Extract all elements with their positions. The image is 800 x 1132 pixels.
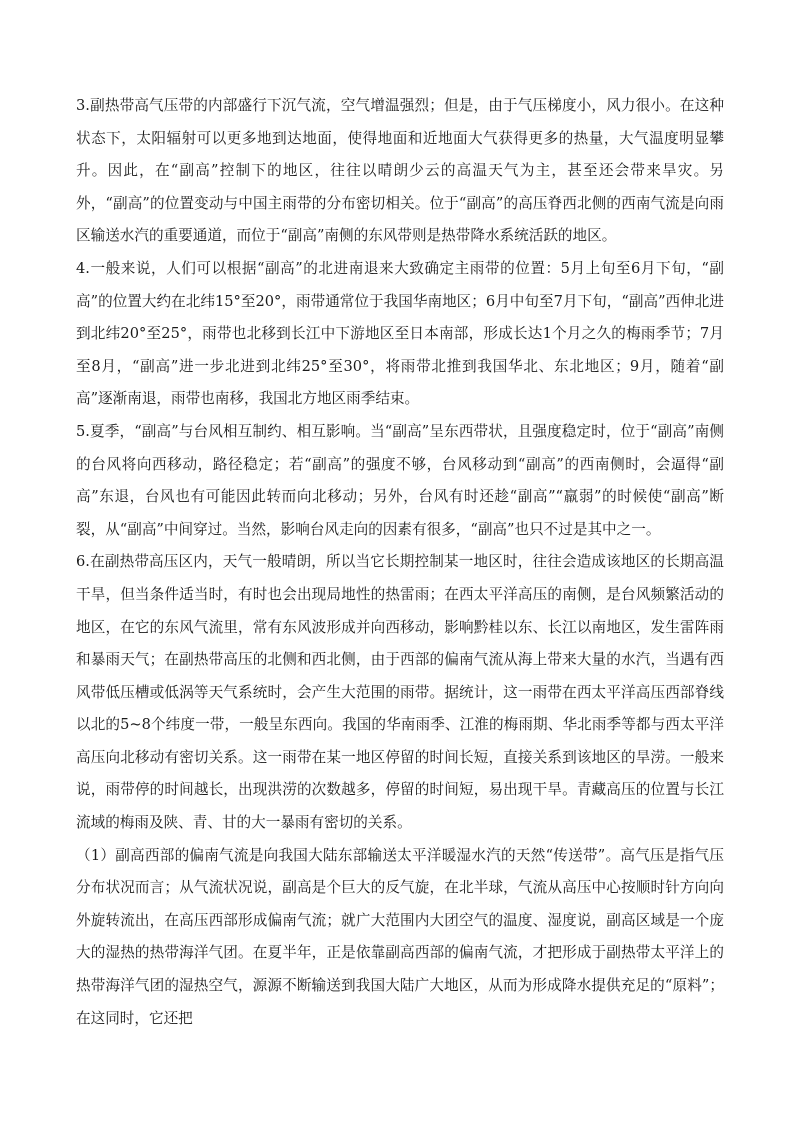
document-body [76,90,724,1035]
paragraph-3: 3.副热带高气压带的内部盛行下沉气流，空气增温强烈；但是，由于气压梯度小，风力很小。在这种状态下，太阳辐射可以更多地到达地面，使得地面和近地面大气获得更多的热量，大气温度明显攀升。因此，在“副高”控制下的地区，往往以晴朗少云的高温天气为主，甚至还会带来旱灾。另外，“副高”的位置变动与中国主雨带的分布密切相关。位于“副高”的高压脊西北侧的西南气流是向雨区输送水汽的重要通道，而位于“副高”南侧的东风带则是热带降水系统活跃的地区。 [76,97,724,245]
paragraph-6: 6.在副热带高压区内，天气一般晴朗，所以当它长期控制某一地区时，往往会造成该地区的长期高温干旱，但当条件适当时，有时也会出现局地性的热雷雨；在西太平洋高压的南侧，是台风频繁活动的地区，在它的东风气流里，常有东风波形成并向西移动，影响黔桂以东、长江以南地区，发生雷阵雨和暴雨天气；在副热带高压的北侧和西北侧，由于西部的偏南气流从海上带来大量的水汽，当遇有西风带低压槽或低涡等天气系统时，会产生大范围的雨带。据统计，这一雨带在西太平洋高压西部脊线以北的5~8个纬度一带，一般呈东西向。我国的华南雨季、江淮的梅雨期、华北雨季等都与西太平洋高压向北移动有密切关系。这一雨带在某一地区停留的时间长短，直接关系到该地区的旱涝。一般来说，雨带停的时间越长，出现洪涝的次数越多，停留的时间短，易出现干旱。青藏高压的位置与长江流域的梅雨及陕、青、甘的大一暴雨有密切的关系。 [76,553,724,832]
paragraph-4: 4.一般来说，人们可以根据“副高”的北进南退来大致确定主雨带的位置：5月上旬至6月下旬，“副高”的位置大约在北纬15°至20°，雨带通常位于我国华南地区；6月中旬至7月下旬，“副高”西伸北进到北纬20°至25°，雨带也北移到长江中下游地区至日本南部，形成长达1个月之久的梅雨季节；7月至8月，“副高”进一步北进到北纬25°至30°，将雨带北推到我国华北、东北地区；9月，随着“副高”逐渐南退，雨带也南移，我国北方地区雨季结束。 [76,259,724,408]
paragraph-sub-1: （1）副高西部的偏南气流是向我国大陆东部输送太平洋暖湿水汽的天然“传送带”。高气压是指气压分布状况而言；从气流状况说，副高是个巨大的反气旋，在北半球，气流从高压中心按顺时针方向向外旋转流出，在高压西部形成偏南气流；就广大范围内大团空气的温度、湿度说，副高区域是一个庞大的湿热的热带海洋气团。在夏半年，正是依靠副高西部的偏南气流，才把形成于副热带太平洋上的热带海洋气团的湿热空气，源源不断输送到我国大陆广大地区，从而为形成降水提供充足的“原料”；在这同时，它还把 [76,846,724,1027]
paragraph-5: 5.夏季，“副高”与台风相互制约、相互影响。当“副高”呈东西带状，且强度稳定时，位于“副高”南侧的台风将向西移动，路径稳定；若“副高”的强度不够，台风移动到“副高”的西南侧时，会逼得“副高”东退，台风也有可能因此转而向北移动；另外，台风有时还趁“副高”“羸弱”的时候使“副高”断裂，从“副高”中间穿过。当然，影响台风走向的因素有很多，“副高”也只不过是其中之一。 [76,422,724,538]
